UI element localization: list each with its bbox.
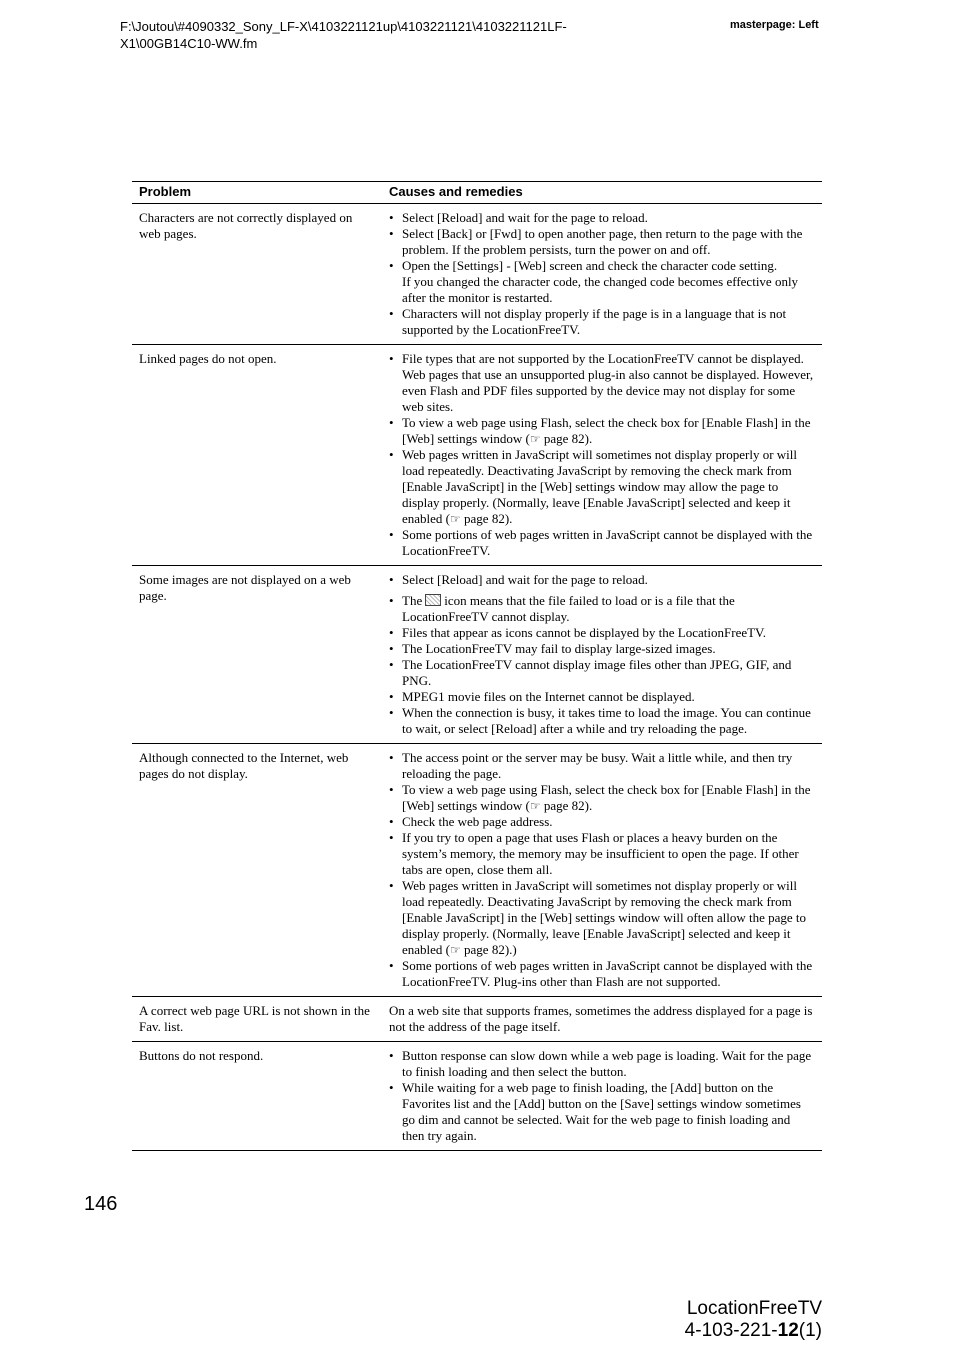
problem-cell: Although connected to the Internet, web pages do not display.	[132, 744, 382, 997]
column-header-problem: Problem	[132, 182, 382, 204]
list-item: • Button response can slow down while a web page is loading. Wait for the page to finish loading and then select the button.	[389, 1048, 815, 1080]
list-item	[389, 593, 815, 625]
list-item: • Check the web page address.	[389, 814, 815, 830]
remedies-list	[389, 351, 815, 559]
page-reference: page 82).	[540, 798, 593, 813]
remedies-list	[389, 572, 815, 737]
list-item: • While waiting for a web page to finish loading, the [Add] button on the Favorites list and the [Add] button on the [Save] settings window sometimes go dim and cannot be selected. Wait for the web page to finish loading and then try again.	[389, 1080, 815, 1144]
list-item: • The LocationFreeTV cannot display image files other than JPEG, GIF, and PNG.	[389, 657, 815, 689]
list-item	[389, 782, 815, 814]
remedies-list	[389, 210, 815, 338]
list-item-text: To view a web page using Flash, select the check box for [Enable Flash] in the [Web] settings window (	[402, 415, 811, 446]
list-item	[389, 258, 815, 306]
list-item-text: Web pages written in JavaScript will sometimes not display properly or will load repeatedly. Deactivating JavaScript by removing the check mark from [Enable JavaScript] in the [Web] settings window may allow the page to display properly. (Normally, leave [Enable JavaScript] selected and keep it enabled (	[402, 447, 798, 526]
list-item: • Select [Back] or [Fwd] to open another page, then return to the page with the problem. If the problem persists, turn the power on and off.	[389, 226, 815, 258]
list-item: • MPEG1 movie files on the Internet cannot be displayed.	[389, 689, 815, 705]
footer	[685, 1298, 822, 1342]
product-name: LocationFreeTV	[686, 1298, 822, 1319]
remedies-cell: On a web site that supports frames, sometimes the address displayed for a page is not the address of the page itself.	[382, 997, 822, 1042]
broken-image-icon	[425, 594, 441, 606]
remedies-cell	[382, 204, 822, 345]
pointing-hand-icon: ☞	[529, 432, 541, 446]
code-bold: 12	[777, 1320, 799, 1341]
list-item: • The LocationFreeTV may fail to display large-sized images.	[389, 641, 815, 657]
list-item: • Some portions of web pages written in JavaScript cannot be displayed with the LocationFreeTV.	[389, 527, 815, 559]
page-reference: page 82).)	[460, 942, 517, 957]
table-row	[132, 1042, 822, 1151]
list-item-text: To view a web page using Flash, select the check box for [Enable Flash] in the [Web] settings window (	[402, 782, 811, 813]
list-item	[389, 878, 815, 958]
table-row	[132, 345, 822, 566]
list-item: • Select [Reload] and wait for the page to reload.	[389, 210, 815, 226]
masterpage-label: masterpage: Left	[730, 19, 819, 31]
remedies-cell	[382, 345, 822, 566]
problem-cell: A correct web page URL is not shown in the Fav. list.	[132, 997, 382, 1042]
problem-cell: Buttons do not respond.	[132, 1042, 382, 1151]
list-item-text: icon means that the file failed to load or is a file that the LocationFreeTV cannot display.	[402, 593, 735, 624]
code-suffix: (1)	[798, 1320, 822, 1341]
list-item: • When the connection is busy, it takes time to load the image. You can continue to wait, or select [Reload] after a while and try reloading the page.	[389, 705, 815, 737]
problem-cell: Some images are not displayed on a web page.	[132, 566, 382, 744]
troubleshooting-table	[132, 181, 822, 1151]
list-item-text: Open the [Settings] - [Web] screen and check the character code setting.	[402, 258, 778, 273]
remedies-cell	[382, 1042, 822, 1151]
table-row	[132, 744, 822, 997]
remedies-cell	[382, 566, 822, 744]
table-row	[132, 566, 822, 744]
table-header-row	[132, 182, 822, 204]
list-item: • Files that appear as icons cannot be displayed by the LocationFreeTV.	[389, 625, 815, 641]
list-item: • Select [Reload] and wait for the page to reload.	[389, 572, 815, 588]
code-prefix: 4-103-221-	[684, 1320, 778, 1341]
column-header-causes: Causes and remedies	[382, 182, 822, 204]
document-code	[685, 1320, 822, 1342]
pointing-hand-icon: ☞	[529, 799, 541, 813]
pointing-hand-icon: ☞	[450, 943, 461, 957]
list-item: • File types that are not supported by the LocationFreeTV cannot be displayed. Web pages that use an unsupported plug-in also cannot be displayed. However, even Flash and PDF files supported by the device may not display for some web sites.	[389, 351, 815, 415]
pointing-hand-icon: ☞	[450, 512, 461, 526]
list-item	[389, 447, 815, 527]
list-item: • Characters will not display properly if the page is in a language that is not supported by the LocationFreeTV.	[389, 306, 815, 338]
table-row	[132, 997, 822, 1042]
list-item-note: If you changed the character code, the changed code becomes effective only after the monitor is restarted.	[402, 274, 799, 305]
table-row	[132, 204, 822, 345]
remedies-cell	[382, 744, 822, 997]
remedies-list	[389, 1048, 815, 1144]
page-number: 146	[84, 1193, 118, 1215]
list-item: • Some portions of web pages written in JavaScript cannot be displayed with the LocationFreeTV. Plug-ins other than Flash are not supported.	[389, 958, 815, 990]
list-item-text: The	[402, 593, 423, 608]
file-path: F:\Joutou\#4090332_Sony_LF-X\4103221121up\4103221121\4103221121LF-X1\00GB14C10-WW.fm	[120, 19, 567, 51]
remedies-list	[389, 750, 815, 990]
list-item: • The access point or the server may be busy. Wait a little while, and then try reloading the page.	[389, 750, 815, 782]
problem-cell: Characters are not correctly displayed on web pages.	[132, 204, 382, 345]
list-item	[389, 415, 815, 447]
page-reference: page 82).	[460, 511, 513, 526]
problem-cell: Linked pages do not open.	[132, 345, 382, 566]
list-item-text: Web pages written in JavaScript will sometimes not display properly or will load repeatedly. Deactivating JavaScript by removing the check mark from [Enable JavaScript] in the [Web] settings window will often allow the page to display properly. (Normally, leave [Enable JavaScript] selected and keep it enabled (	[402, 878, 807, 957]
list-item: • If you try to open a page that uses Flash or places a heavy burden on the system’s memory, the memory may be insufficient to open the page. If other tabs are open, close them all.	[389, 830, 815, 878]
page-reference: page 82).	[540, 431, 593, 446]
